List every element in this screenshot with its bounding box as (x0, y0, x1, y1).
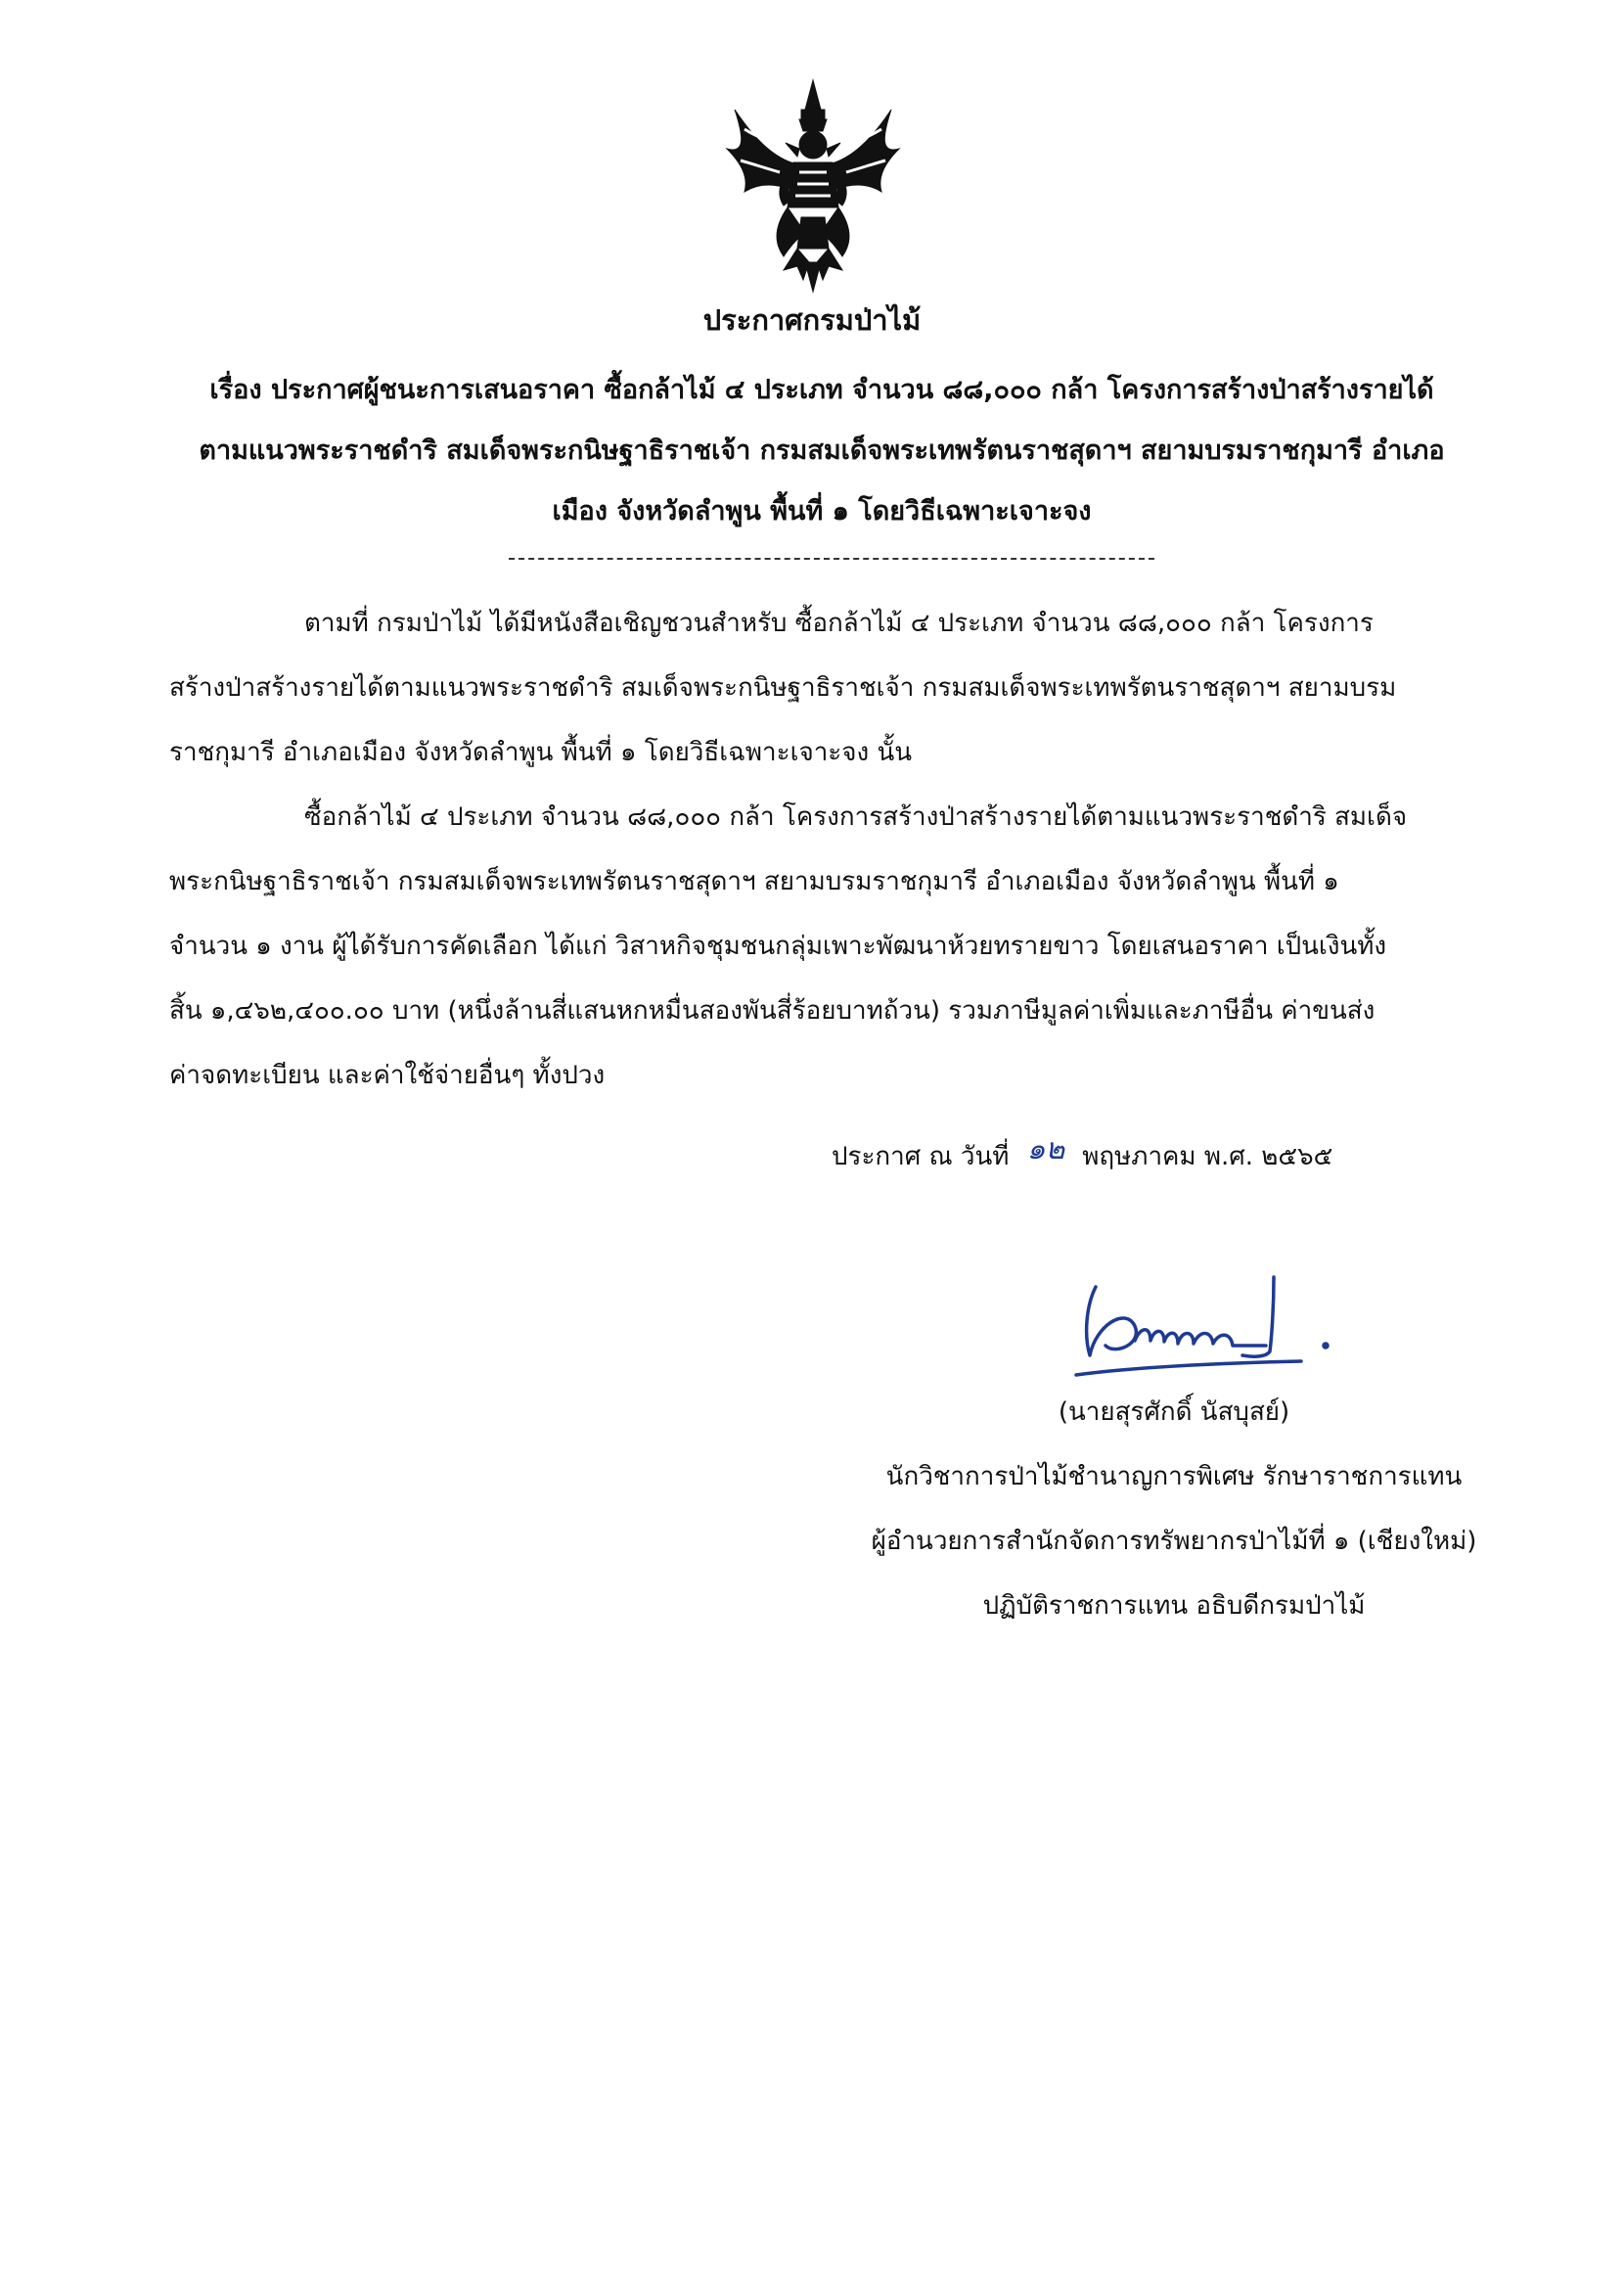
signatory-position: ผู้อำนวยการสำนักจัดการทรัพยากรป่าไม้ที่ ๑ (เชียงใหม่) (871, 1527, 1477, 1556)
garuda-emblem-icon (715, 70, 911, 297)
signatory-block (841, 1380, 1507, 1638)
signatory-position: นักวิชาการป่าไม้ชำนาญการพิเศษ รักษาราชการแทน (885, 1462, 1463, 1491)
signatory-position: ปฏิบัติราชการแทน อธิบดีกรมป่าไม้ (982, 1591, 1366, 1621)
paragraph-line: จำนวน ๑ งาน ผู้ได้รับการคัดเลือก ได้แก่ วิสาหกิจชุมชนกลุ่มเพาะพัฒนาห้วยทรายขาว โดยเสนอราคา เป็นเงินทั้ง (169, 932, 1387, 961)
paragraph-line: สร้างป่าสร้างรายได้ตามแนวพระราชดำริ สมเด็จพระกนิษฐาธิราชเจ้า กรมสมเด็จพระเทพรัตนราชสุดาฯ สยามบรม (169, 673, 1397, 703)
paragraph-winner (169, 785, 1480, 1108)
signatory-name: (นายสุรศักดิ์ นัสบุสย์) (1058, 1397, 1290, 1427)
dashed-divider (509, 558, 1154, 560)
handwritten-signature (1057, 1248, 1379, 1395)
paragraph-line: ค่าจดทะเบียน และค่าใช้จ่ายอื่นๆ ทั้งปวง (169, 1061, 606, 1090)
subject-line: เรื่อง ประกาศผู้ชนะการเสนอราคา ซื้อกล้าไม้ ๔ ประเภท จำนวน ๘๘,๐๐๐ กล้า โครงการสร้างป่าสร้างรายได้ (209, 375, 1434, 405)
subject-line: เมือง จังหวัดลำพูน พื้นที่ ๑ โดยวิธีเฉพาะเจาะจง (552, 496, 1092, 526)
date-month-year: พฤษภาคม พ.ศ. ๒๕๖๕ (1082, 1142, 1333, 1171)
paragraph-line: ซื้อกล้าไม้ ๔ ประเภท จำนวน ๘๘,๐๐๐ กล้า โครงการสร้างป่าสร้างรายได้ตามแนวพระราชดำริ สมเด็จ (304, 802, 1408, 832)
paragraph-line: ราชกุมารี อำเภอเมือง จังหวัดลำพูน พื้นที่ ๑ โดยวิธีเฉพาะเจาะจง นั้น (169, 738, 913, 767)
announcement-date (832, 1123, 1332, 1189)
paragraph-line: สิ้น ๑,๔๖๒,๔๐๐.๐๐ บาท (หนึ่งล้านสี่แสนหกหมื่นสองพันสี่ร้อยบาทถ้วน) รวมภาษีมูลค่าเพิ่มและภาษีอื่น ค่าขนส่ง (169, 996, 1376, 1026)
date-prefix: ประกาศ ณ วันที่ (832, 1142, 1010, 1171)
handwritten-day: ๑๒ (1026, 1132, 1065, 1166)
document-title: ประกาศกรมป่าไม้ (702, 303, 922, 337)
paragraph-invitation (169, 591, 1480, 785)
paragraph-line: พระกนิษฐาธิราชเจ้า กรมสมเด็จพระเทพรัตนราชสุดาฯ สยามบรมราชกุมารี อำเภอเมือง จังหวัดลำพูน พื้นที่ ๑ (169, 867, 1339, 896)
document-subject (166, 360, 1477, 542)
subject-line: ตามแนวพระราชดำริ สมเด็จพระกนิษฐาธิราชเจ้า กรมสมเด็จพระเทพรัตนราชสุดาฯ สยามบรมราชกุมารี อำเภอ (199, 435, 1445, 466)
paragraph-line: ตามที่ กรมป่าไม้ ได้มีหนังสือเชิญชวนสำหรับ ซื้อกล้าไม้ ๔ ประเภท จำนวน ๘๘,๐๐๐ กล้า โครงการ (304, 609, 1374, 638)
